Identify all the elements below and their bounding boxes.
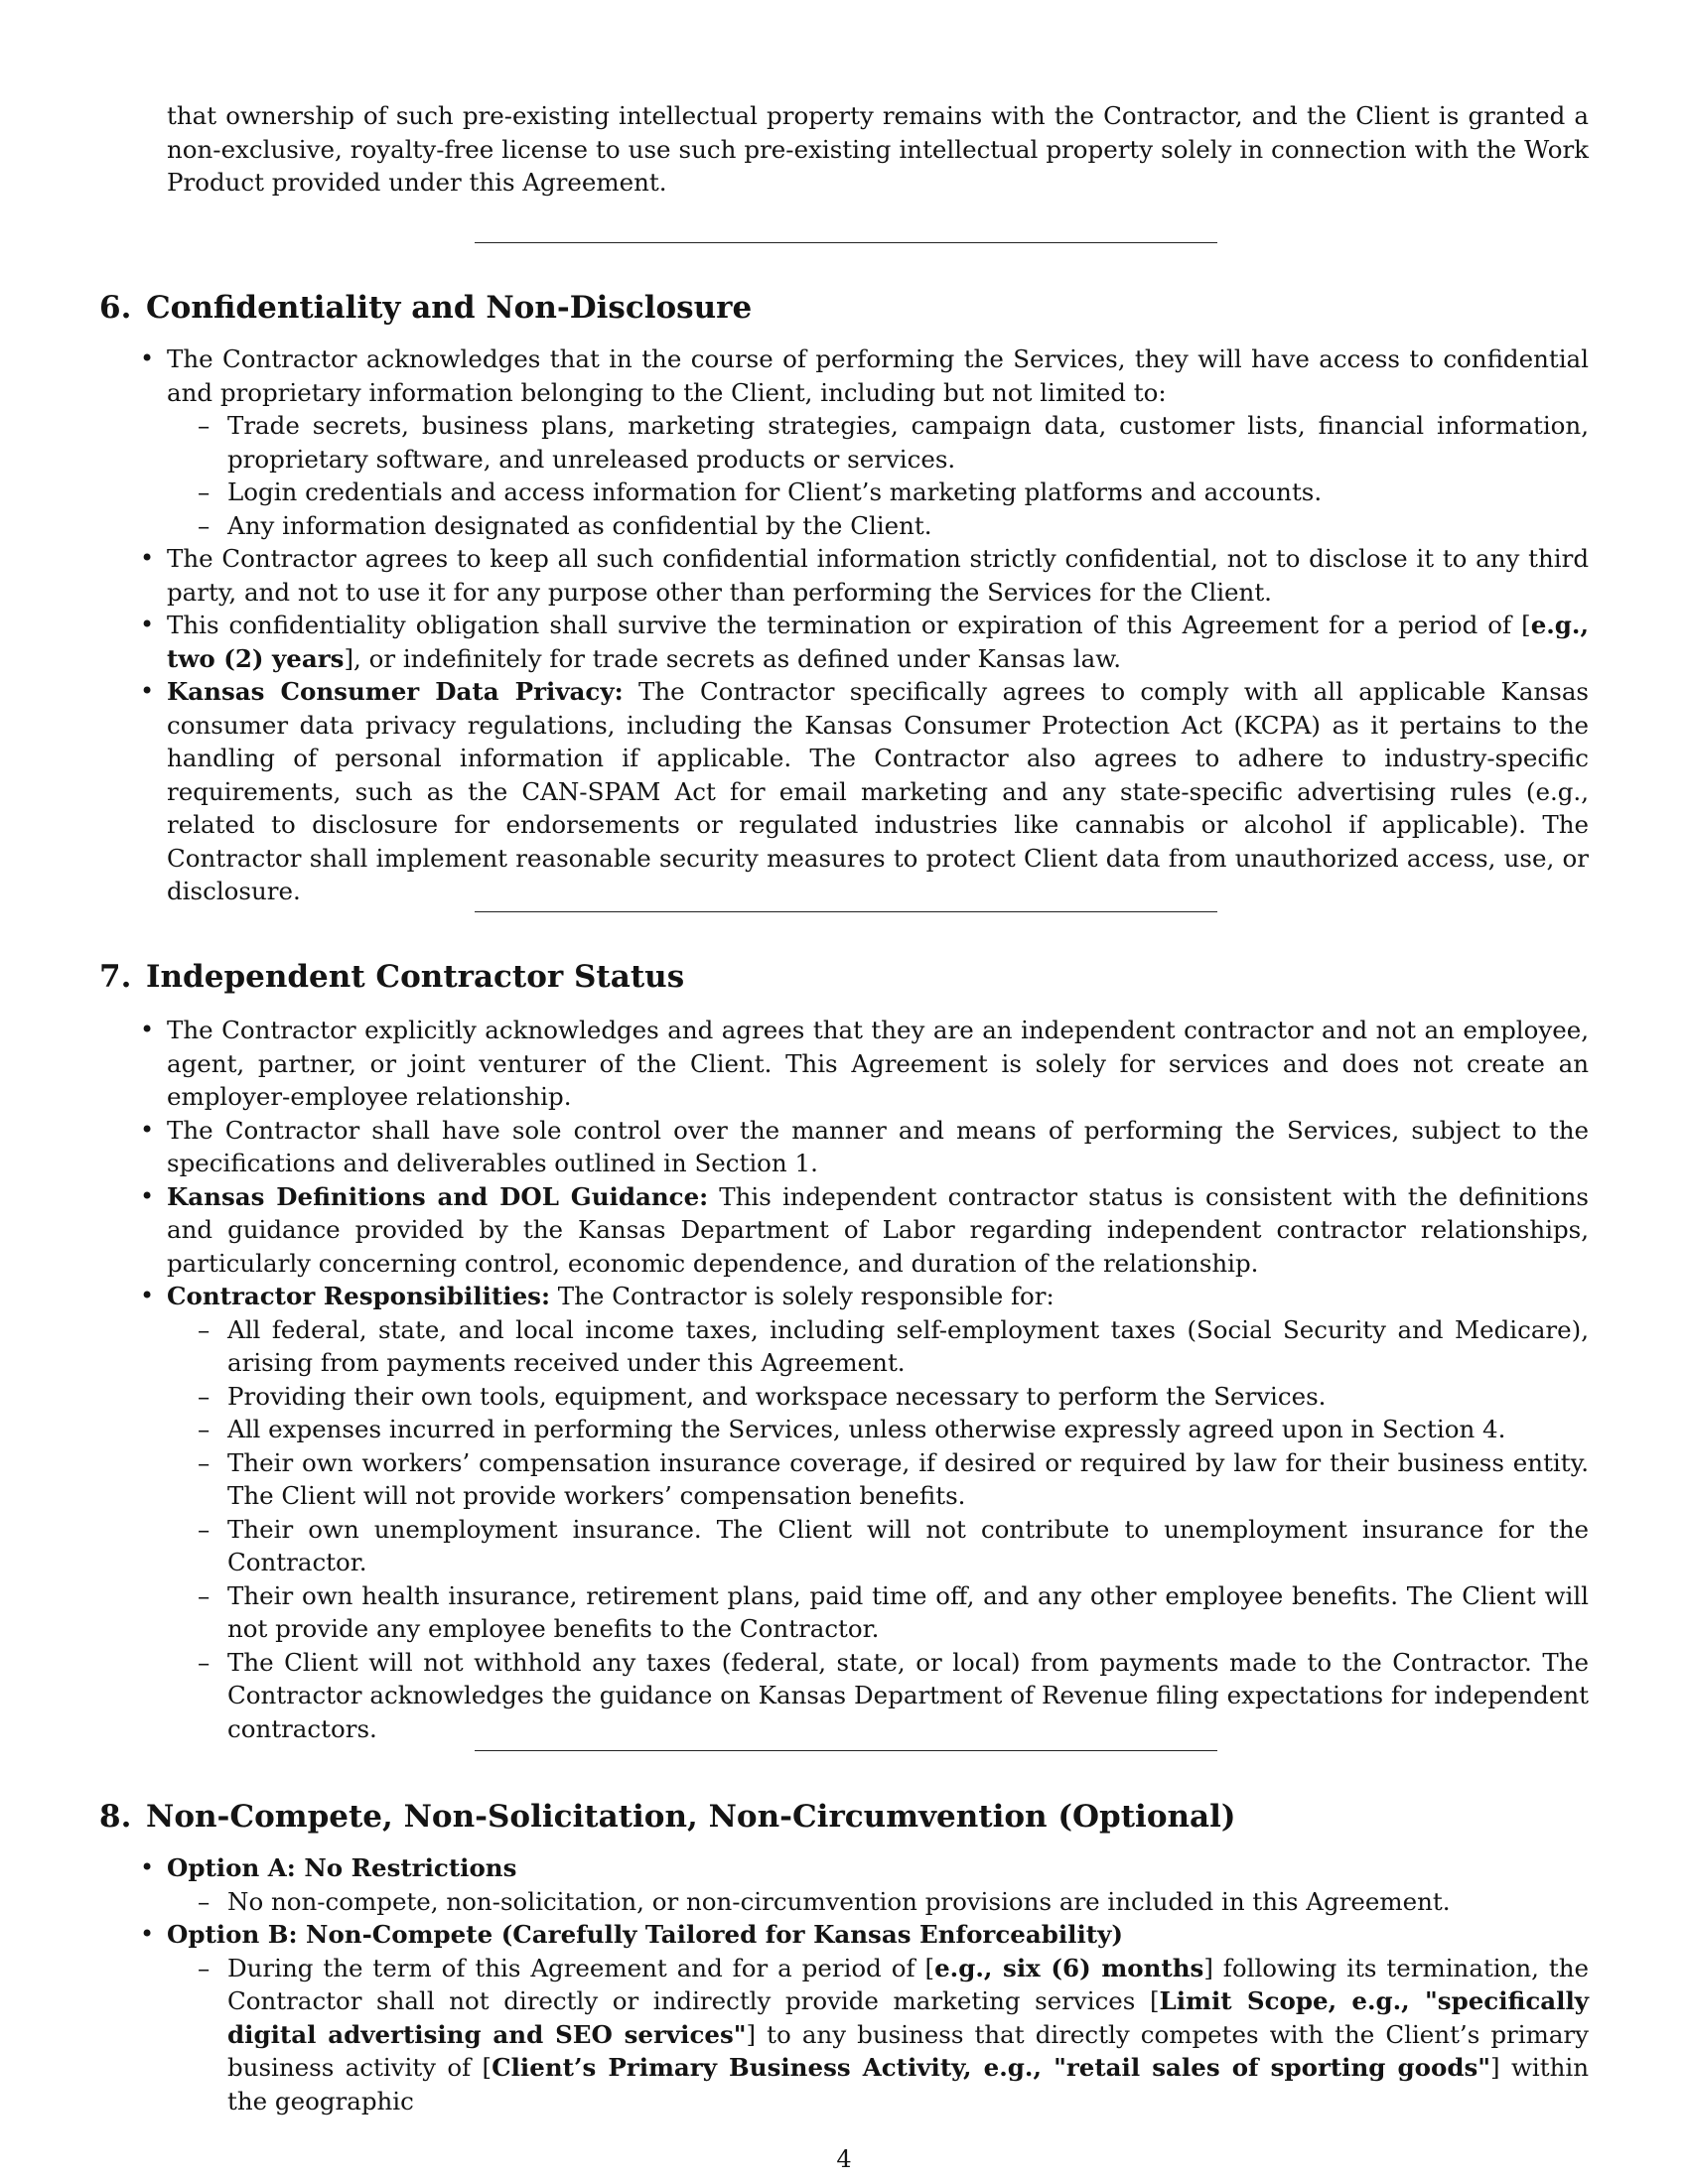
section-6-heading: [99, 288, 1589, 328]
item-lead: Contractor Responsibilities:: [167, 1282, 550, 1310]
section-divider: [475, 1750, 1217, 1751]
placeholder-term: e.g., two (2) years: [167, 611, 1589, 673]
sublist-item: – Providing their own tools, equipment, and workspace necessary to perform the Services.: [227, 1380, 1589, 1414]
section-7-heading: [99, 957, 1589, 997]
sublist-item: – Login credentials and access information for Client’s marketing platforms and accounts.: [227, 476, 1589, 509]
placeholder-term: Client’s Primary Business Activity, e.g., "retail sales of sporting goods": [492, 2053, 1491, 2082]
list-item: • Contractor Responsibilities: The Contractor is solely responsible for: – All federal, state, and local income taxes, including self-employment taxes (Social Security and Medicare), arising from payments received under this Agreement. – Providing their own tools, equipment, and workspace necessary to perform the Services. – All expenses incurred in performing the Services, unless otherwise expressly agreed upon in Section 4. – Their own workers’ compensation insurance coverage, if desired or required by law for their business entity. The Client will not provide workers’ compensation benefits. – Their own unemployment insurance. The Client will not contribute to unemployment insurance for the Contractor. – Their own health insurance, retirement plans, paid time off, and any other employee benefits. The Client will not provide any employee benefits to the Contractor. – The Client will not withhold any taxes (federal, state, or local) from payments made to the Contractor. The Contractor acknowledges the guidance on Kansas Department of Revenue filing expectations for independent contractors.: [167, 1280, 1589, 1745]
section-title: Confidentiality and Non-Disclosure: [146, 290, 753, 326]
section-number: 7.: [99, 959, 132, 995]
list-item: • This confidentiality obligation shall survive the termination or expiration of this Agreement for a period of [e.g., two (2) years], or indefinitely for trade secrets as defined under Kansas law.: [167, 609, 1589, 675]
list-item: • The Contractor shall have sole control over the manner and means of performing the Services, subject to the specifications and deliverables outlined in Section 1.: [167, 1114, 1589, 1180]
section-6-list: [167, 342, 1589, 908]
sublist: [167, 409, 1589, 542]
sublist: [167, 1885, 1589, 1919]
section-divider: [475, 242, 1217, 243]
list-item-text: The Contractor acknowledges that in the course of performing the Services, they will have access to confidential and proprietary information belonging to the Client, including but not limited to:: [167, 344, 1589, 407]
placeholder-term: Limit Scope, e.g., "specifically digital advertising and SEO services": [227, 1986, 1589, 2049]
sublist-item: – All expenses incurred in performing the Services, unless otherwise expressly agreed upon in Section 4.: [227, 1413, 1589, 1446]
sublist-item: – Their own health insurance, retirement plans, paid time off, and any other employee benefits. The Client will not provide any employee benefits to the Contractor.: [227, 1579, 1589, 1646]
sublist-item: – Their own workers’ compensation insurance coverage, if desired or required by law for their business entity. The Client will not provide workers’ compensation benefits.: [227, 1446, 1589, 1513]
page-number: 4: [836, 2145, 852, 2173]
section-number: 6.: [99, 290, 132, 326]
sublist: [167, 1313, 1589, 1746]
section-title: Independent Contractor Status: [146, 959, 685, 995]
section-7-list: [167, 1014, 1589, 1745]
list-item: [167, 1918, 1589, 2117]
section-title: Non-Compete, Non-Solicitation, Non-Circumvention (Optional): [146, 1799, 1236, 1835]
sublist-item: – Any information designated as confidential by the Client.: [227, 509, 1589, 543]
list-item: • Kansas Consumer Data Privacy: The Contractor specifically agrees to comply with all applicable Kansas consumer data privacy regulations, including the Kansas Consumer Protection Act (KCPA) as it pertains to the handling of personal information if applicable. The Contractor also agrees to adhere to industry-specific requirements, such as the CAN-SPAM Act for email marketing and any state-specific advertising rules (e.g., related to disclosure for endorsements or regulated industries like cannabis or alcohol if applicable). The Contractor shall implement reasonable security measures to protect Client data from unauthorized access, use, or disclosure.: [167, 675, 1589, 908]
section-8-heading: [99, 1797, 1589, 1837]
item-lead: Kansas Definitions and DOL Guidance:: [167, 1181, 709, 1211]
placeholder-term: e.g., six (6) months: [934, 1953, 1204, 1982]
item-lead: Kansas Consumer Data Privacy:: [167, 677, 624, 706]
sublist-item: – No non-compete, non-solicitation, or non-circumvention provisions are included in this Agreement.: [227, 1885, 1589, 1919]
sublist-item: – The Client will not withhold any taxes (federal, state, or local) from payments made to the Contractor. The Contractor acknowledges the guidance on Kansas Department of Revenue filing expectations for independent contractors.: [227, 1646, 1589, 1746]
section-number: 8.: [99, 1799, 132, 1835]
sublist-item: – Their own unemployment insurance. The Client will not contribute to unemployment insurance for the Contractor.: [227, 1513, 1589, 1579]
list-item: [167, 1851, 1589, 1918]
list-item: [167, 342, 1589, 542]
sublist-item: – Trade secrets, business plans, marketing strategies, campaign data, customer lists, financial information, proprietary software, and unreleased products or services.: [227, 409, 1589, 476]
section-divider: [475, 911, 1217, 912]
intro-paragraph: that ownership of such pre-existing intellectual property remains with the Contractor, and the Client is granted a non-exclusive, royalty-free license to use such pre-existing intellectual property solely in connection with the Work Product provided under this Agreement.: [167, 101, 1589, 197]
option-label: Option A: No Restrictions: [167, 1853, 517, 1882]
sublist-item: – During the term of this Agreement and for a period of [e.g., six (6) months] following its termination, the Contractor shall not directly or indirectly provide marketing services [Limit Scope, e.g., "specifically digital advertising and SEO services"] to any business that directly competes with the Client’s primary business activity of [Client’s Primary Business Activity, e.g., "retail sales of sporting goods"] within the geographic: [227, 1952, 1589, 2118]
section-8-list: [167, 1851, 1589, 2117]
sublist: [167, 1952, 1589, 2118]
list-item: • Kansas Definitions and DOL Guidance: This independent contractor status is consistent with the definitions and guidance provided by the Kansas Department of Labor regarding independent contractor relationships, particularly concerning control, economic dependence, and duration of the relationship.: [167, 1180, 1589, 1281]
option-label: Option B: Non-Compete (Carefully Tailored for Kansas Enforceability): [167, 1920, 1123, 1949]
sublist-item: – All federal, state, and local income taxes, including self-employment taxes (Social Security and Medicare), arising from payments received under this Agreement.: [227, 1313, 1589, 1380]
list-item: • The Contractor agrees to keep all such confidential information strictly confidential, not to disclose it to any third party, and not to use it for any purpose other than performing the Services for the Client.: [167, 542, 1589, 609]
list-item: • The Contractor explicitly acknowledges and agrees that they are an independent contractor and not an employee, agent, partner, or joint venturer of the Client. This Agreement is solely for services and does not create an employer-employee relationship.: [167, 1014, 1589, 1114]
